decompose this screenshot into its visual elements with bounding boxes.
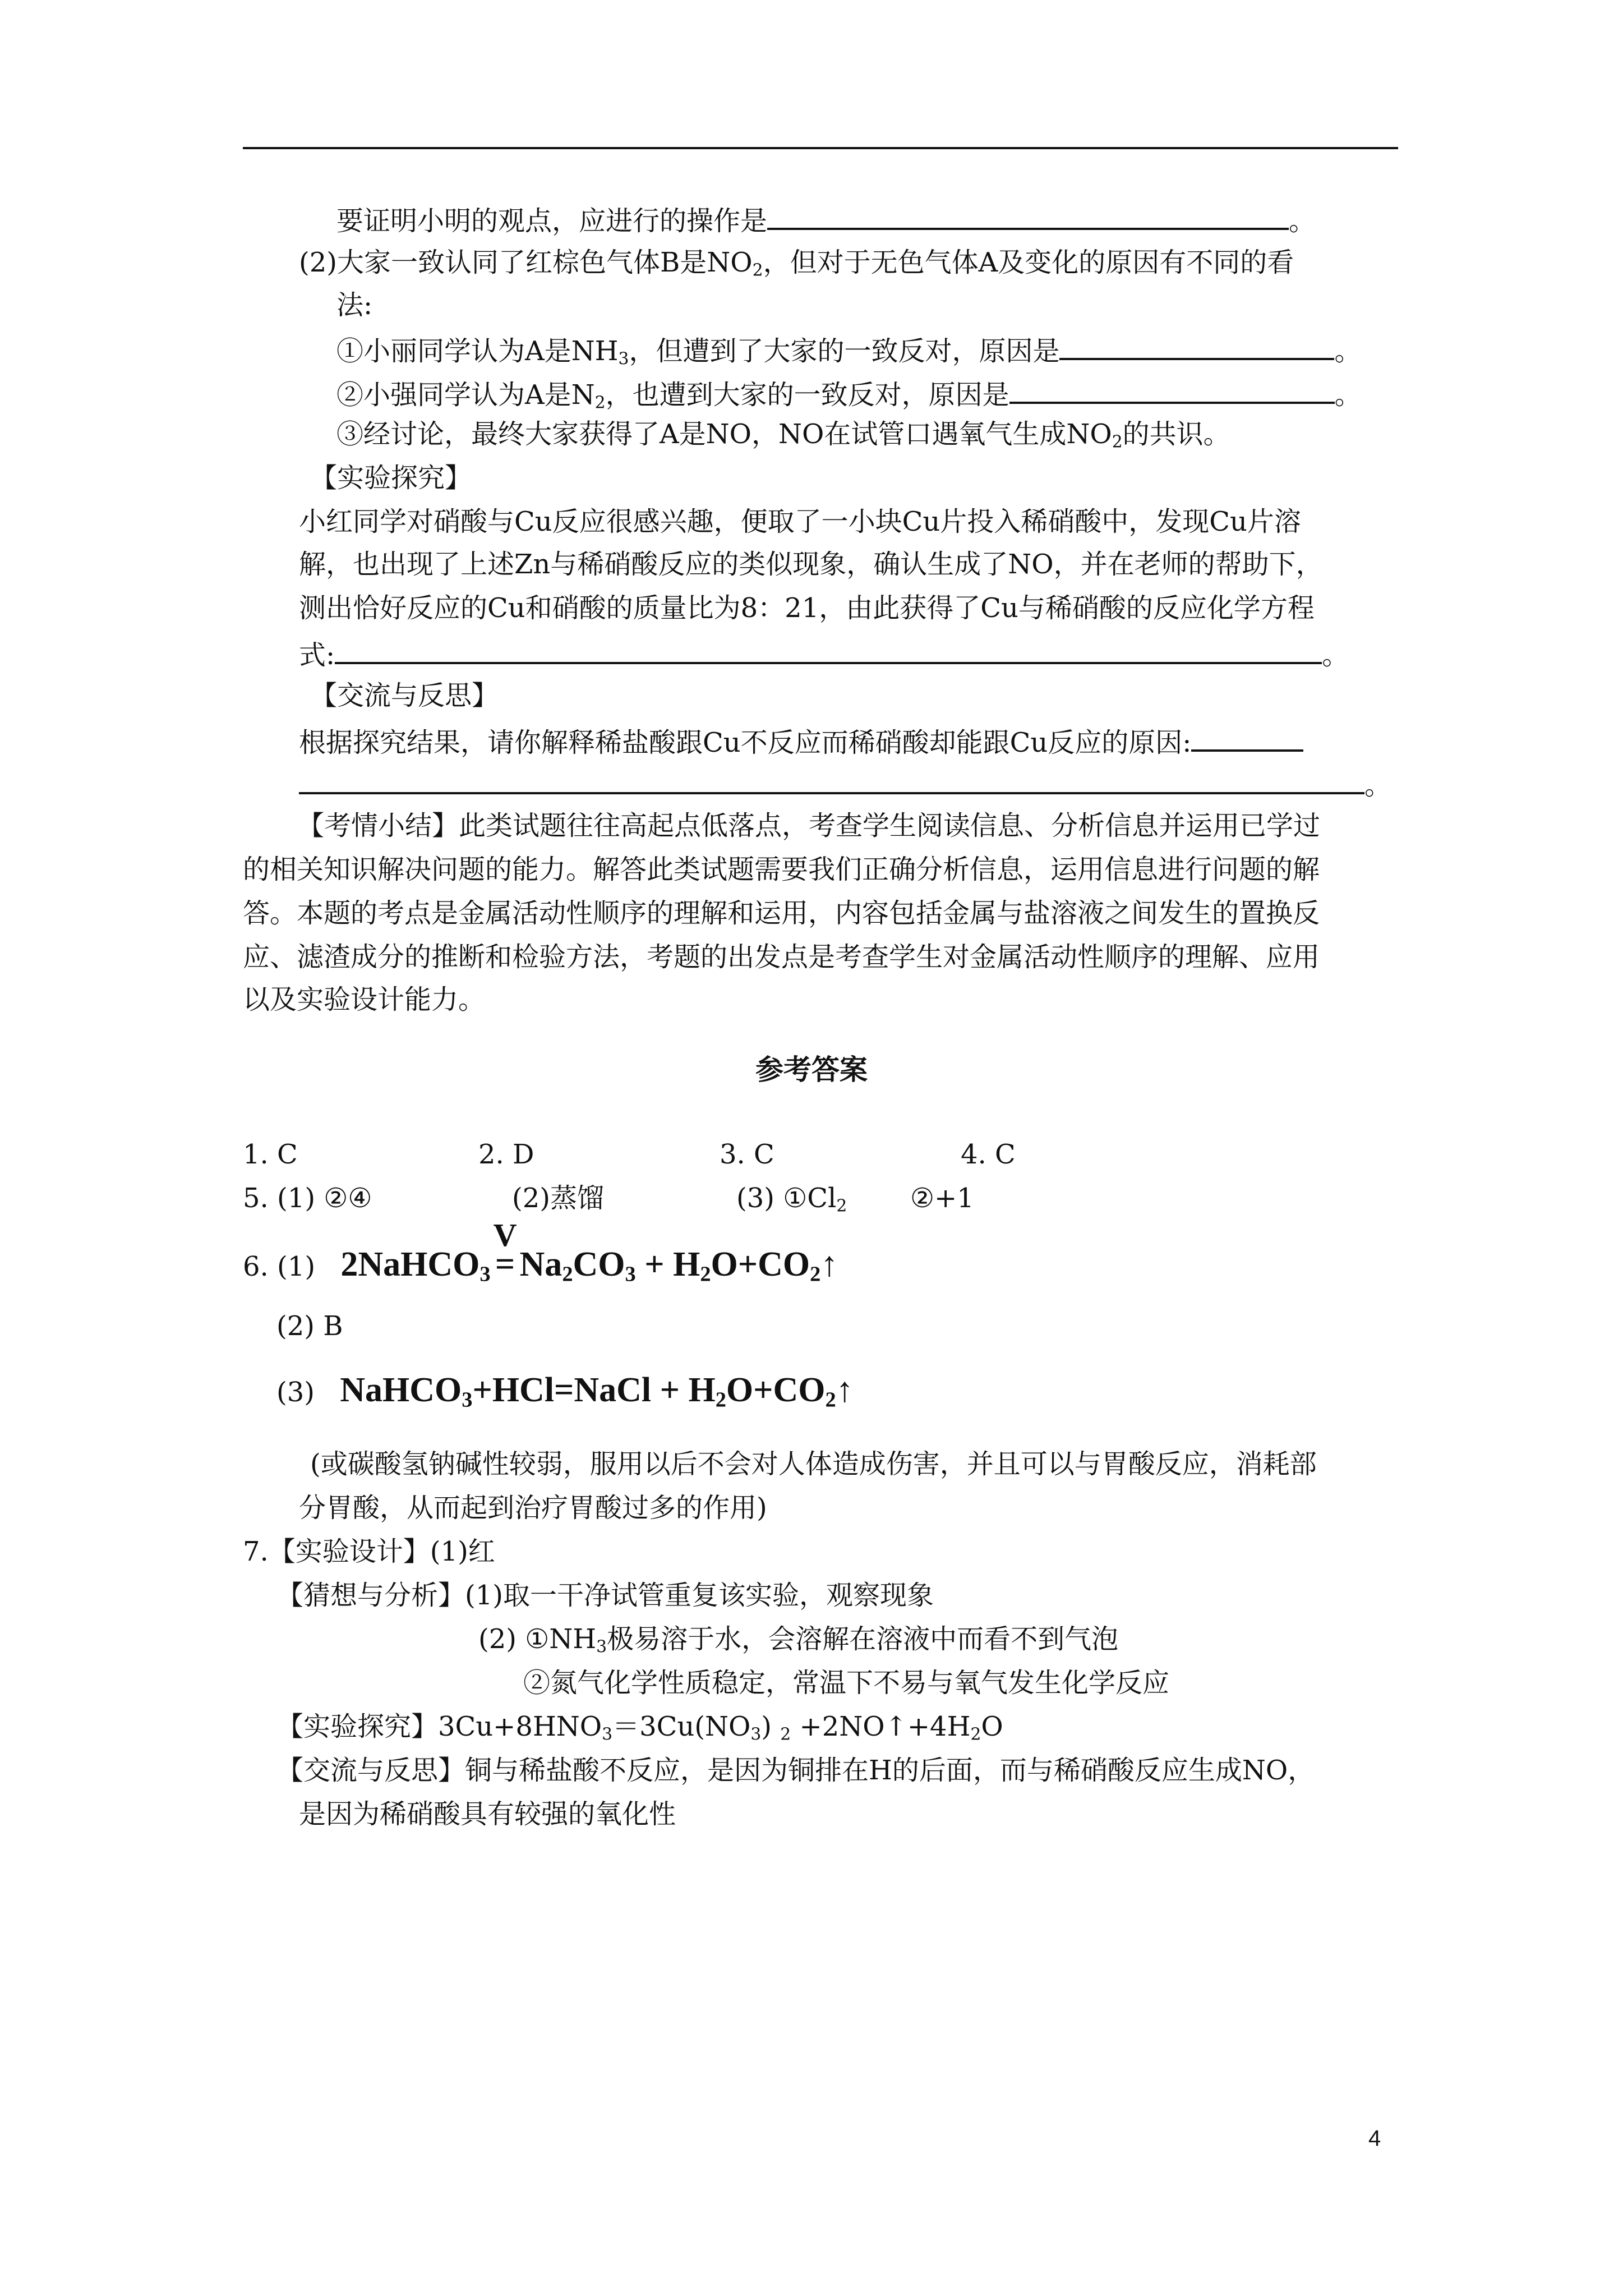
answer-blank xyxy=(1009,374,1335,404)
section-heading: 【实验探究】 xyxy=(310,462,472,494)
question-line: ②小强同学认为A是$N_2$，也遭到大家的一致反对，原因是 。 xyxy=(336,374,1362,421)
question-line: ①小丽同学认为A是$NH_3$，但遭到了大家的一致反对，原因是 。 xyxy=(336,330,1362,377)
answer-7-1: 7.【实验设计】(1)红 xyxy=(243,1536,495,1567)
answer-5-3: (3) $①Cl_2$ xyxy=(736,1182,847,1216)
question-line: 测出恰好反应的Cu和硝酸的质量比为8：21，由此获得了Cu与稀硝酸的反应化学方程 xyxy=(299,592,1315,624)
page-number: 4 xyxy=(1368,2126,1381,2151)
answer-4: 4. C xyxy=(961,1139,1016,1170)
equation-neutralization: NaHCO$_3$+HCl=NaCl + $H_2O+CO_2↑$ xyxy=(340,1371,854,1412)
answer-5-4: ②+1 xyxy=(910,1182,974,1214)
answer-7-4: ②氮气化学性质稳定，常温下不易与氧气发生化学反应 xyxy=(523,1667,1170,1699)
answer-6-2: (2) B xyxy=(276,1310,343,1342)
summary-line: 答。本题的考点是金属活动性顺序的理解和运用，内容包括金属与盐溶液之间发生的置换反 xyxy=(243,898,1320,929)
summary-line: 以及实验设计能力。 xyxy=(243,984,486,1015)
question-line: 根据探究结果，请你解释稀盐酸跟Cu不反应而稀硝酸却能跟Cu反应的原因: xyxy=(299,721,1303,761)
section-heading: 【交流与反思】 xyxy=(310,680,499,711)
header-rule xyxy=(243,147,1398,149)
summary-line: 的相关知识解决问题的能力。解答此类试题需要我们正确分析信息，运用信息进行问题的解 xyxy=(243,854,1320,885)
summary-line: 【考情小结】此类试题往往高起点低落点，考查学生阅读信息、分析信息并运用已学过 xyxy=(297,810,1321,841)
answer-5-1: 5. (1) ②④ xyxy=(243,1182,372,1214)
answer-blank xyxy=(767,200,1289,230)
answer-blank xyxy=(299,764,1364,794)
answer-blank xyxy=(1191,721,1303,752)
answer-7-7: 是因为稀硝酸具有较强的氧化性 xyxy=(299,1798,676,1830)
question-line: 要证明小明的观点，应进行的操作是 。 xyxy=(336,200,1316,239)
question-line: 。 xyxy=(299,764,1391,803)
question-line: ③经讨论，最终大家获得了A是NO，NO在试管口遇氧气生成$NO_2$的共识。 xyxy=(336,418,1230,452)
question-line: 小红同学对硝酸与Cu反应很感兴趣，便取了一小块Cu片投入稀硝酸中，发现Cu片溶 xyxy=(299,506,1301,537)
answer-6-note: 分胃酸，从而起到治疗胃酸过多的作用) xyxy=(299,1492,767,1524)
answer-5-2: (2)蒸馏 xyxy=(512,1182,604,1214)
answer-6-1: 6. (1) 2NaHCO$_3$ V = $Na_2CO_3$ + $H_2O+CO_2↑$ xyxy=(243,1217,838,1286)
answer-7-2: 【猜想与分析】(1)取一干净试管重复该实验，观察现象 xyxy=(276,1580,934,1611)
answer-blank xyxy=(335,634,1322,664)
answer-blank xyxy=(1059,330,1334,360)
answer-2: 2. D xyxy=(478,1139,534,1170)
answer-6-note: (或碳酸氢钠碱性较弱，服用以后不会对人体造成伤害，并且可以与胃酸反应，消耗部 xyxy=(310,1448,1317,1480)
question-line: 式: 。 xyxy=(299,634,1349,673)
answers-title: 参考答案 xyxy=(755,1053,868,1086)
answer-7-3: (2) $①NH_3$极易溶于水，会溶解在溶液中而看不到气泡 xyxy=(478,1623,1119,1657)
answer-6-3: (3) NaHCO$_3$+HCl=NaCl + $H_2O+CO_2↑$ xyxy=(276,1371,854,1412)
equation-decomposition: 2NaHCO$_3$ V = $Na_2CO_3$ + $H_2O+CO_2↑$ xyxy=(340,1217,838,1286)
question-line: 法: xyxy=(336,289,373,321)
answer-1: 1. C xyxy=(243,1139,298,1170)
answer-7-6: 【交流与反思】铜与稀盐酸不反应，是因为铜排在H的后面，而与稀硝酸反应生成NO， xyxy=(276,1755,1315,1786)
question-line: (2)大家一致认同了红棕色气体B是$NO_2$，但对于无色气体A及变化的原因有不同的看 xyxy=(299,247,1294,280)
summary-line: 应、滤渣成分的推断和检验方法，考题的出发点是考查学生对金属活动性顺序的理解、应用 xyxy=(243,941,1320,973)
answer-3: 3. C xyxy=(720,1139,774,1170)
question-line: 解，也出现了上述Zn与稀硝酸反应的类似现象，确认生成了NO，并在老师的帮助下， xyxy=(299,549,1323,580)
answer-7-5: 【实验探究】$3Cu+8HNO_3=3Cu(NO_3)$ $_2 +2NO↑+4H_2O$ xyxy=(276,1711,1003,1745)
